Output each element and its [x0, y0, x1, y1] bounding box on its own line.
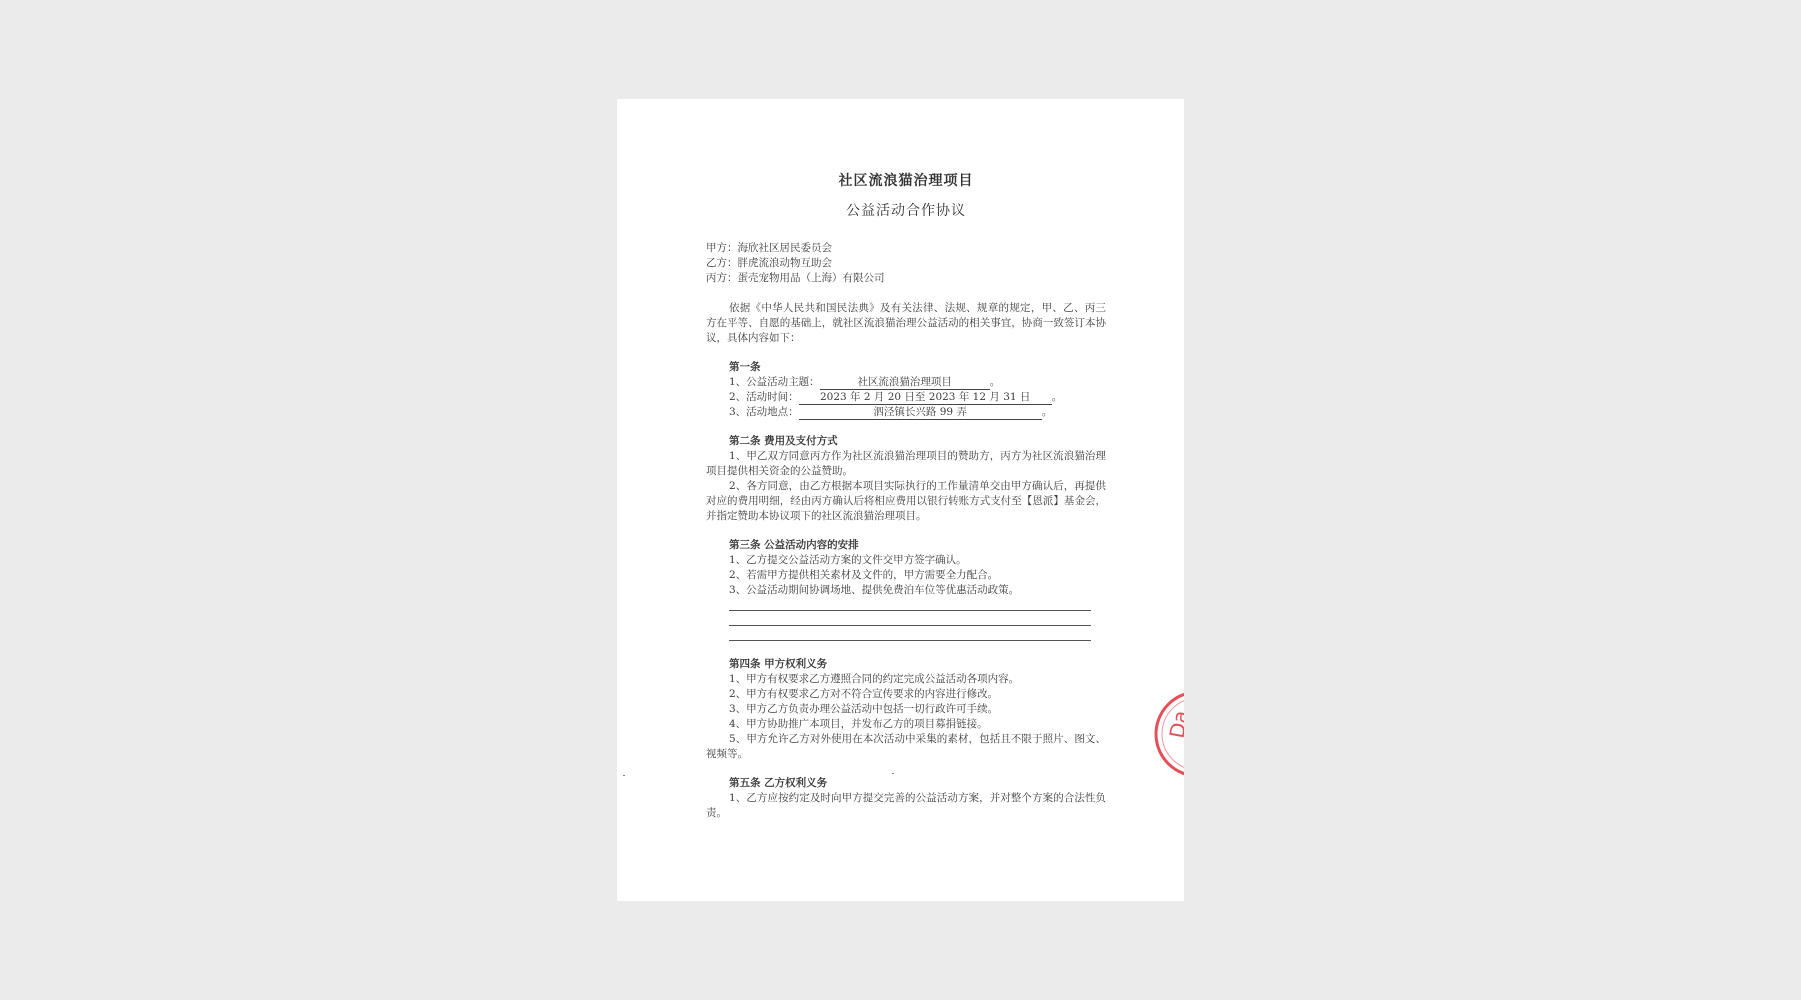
activity-time-line [706, 390, 1106, 405]
article-3 [706, 538, 1106, 643]
activity-time-value: 2023 年 2 月 20 日至 2023 年 12 月 31 日 [799, 391, 1052, 405]
agreement-body [706, 171, 1106, 821]
activity-place-value: 泗泾镇长兴路 99 弄 [799, 406, 1042, 420]
article-4-item-2: 2、甲方有权要求乙方对不符合宣传要求的内容进行修改。 [729, 688, 999, 700]
party-c: 丙方：蛋壳宠物用品（上海）有限公司 [706, 272, 885, 284]
blank-fill-line [729, 628, 1091, 643]
end-mark: 。 [1041, 406, 1053, 418]
company-seal-icon [1153, 689, 1193, 779]
article-4 [706, 657, 1106, 762]
article-2-title: 第二条 费用及支付方式 [729, 435, 838, 447]
article-4-item-3: 3、甲方乙方负责办理公益活动中包括一切行政许可手续。 [729, 703, 999, 715]
article-4-title: 第四条 甲方权利义务 [729, 658, 828, 670]
article-4-item-5: 5、甲方允许乙方对外使用在本次活动中采集的素材，包括且不限于照片、图文、视频等。 [706, 733, 1106, 760]
parties-block [706, 241, 1106, 286]
activity-place-line [706, 405, 1106, 420]
intro-paragraph: 依据《中华人民共和国民法典》及有关法律、法规、规章的规定，甲、乙、丙三方在平等、自愿的基础上，就社区流浪猫治理公益活动的相关事宜，协商一致签订本协议，具体内容如下： [706, 302, 1106, 344]
article-2-para-1: 1、甲乙双方同意丙方作为社区流浪猫治理项目的赞助方，丙方为社区流浪猫治理项目提供相关资金的公益赞助。 [706, 450, 1106, 477]
article-1 [706, 360, 1106, 420]
party-a: 甲方：海欣社区居民委员会 [706, 242, 832, 254]
end-mark: 。 [989, 376, 1001, 388]
blank-fill-line [729, 613, 1091, 628]
article-2 [706, 434, 1106, 524]
article-4-item-4: 4、甲方协助推广本项目，并发布乙方的项目募捐链接。 [729, 718, 988, 730]
blank-fill-line [729, 598, 1091, 613]
activity-time-label: 2、活动时间： [729, 391, 799, 403]
document-subtitle: 公益活动合作协议 [846, 203, 966, 219]
party-b: 乙方：胖虎流浪动物互助会 [706, 257, 832, 269]
activity-theme-line [706, 375, 1106, 390]
scan-speck [623, 775, 625, 776]
activity-place-label: 3、活动地点： [729, 406, 799, 418]
article-5 [706, 776, 1106, 821]
document-title: 社区流浪猫治理项目 [838, 173, 974, 189]
end-mark: 。 [1051, 391, 1063, 403]
article-3-item-2: 2、若需甲方提供相关素材及文件的，甲方需要全力配合。 [729, 569, 999, 581]
article-5-para-1: 1、乙方应按约定及时向甲方提交完善的公益活动方案，并对整个方案的合法性负责。 [706, 792, 1106, 819]
article-1-title: 第一条 [729, 361, 761, 373]
article-3-item-1: 1、乙方提交公益活动方案的文件交甲方签字确认。 [729, 554, 967, 566]
article-3-item-3: 3、公益活动期间协调场地、提供免费泊车位等优惠活动政策。 [729, 584, 1020, 596]
article-5-title: 第五条 乙方权利义务 [729, 777, 828, 789]
svg-text:Da: Da [1164, 708, 1193, 741]
activity-theme-value: 社区流浪猫治理项目 [820, 376, 990, 390]
article-3-title: 第三条 公益活动内容的安排 [729, 539, 859, 551]
scan-speck [892, 773, 894, 774]
activity-theme-label: 1、公益活动主题： [729, 376, 820, 388]
article-4-item-1: 1、甲方有权要求乙方遵照合同的约定完成公益活动各项内容。 [729, 673, 1020, 685]
article-2-para-2: 2、各方同意，由乙方根据本项目实际执行的工作量清单交由甲方确认后，再提供对应的费用明细，经由丙方确认后将相应费用以银行转账方式支付至【恩派】基金会，并指定赞助本协议项下的社区流浪猫治理项目。 [706, 480, 1106, 522]
document-page [617, 99, 1193, 901]
